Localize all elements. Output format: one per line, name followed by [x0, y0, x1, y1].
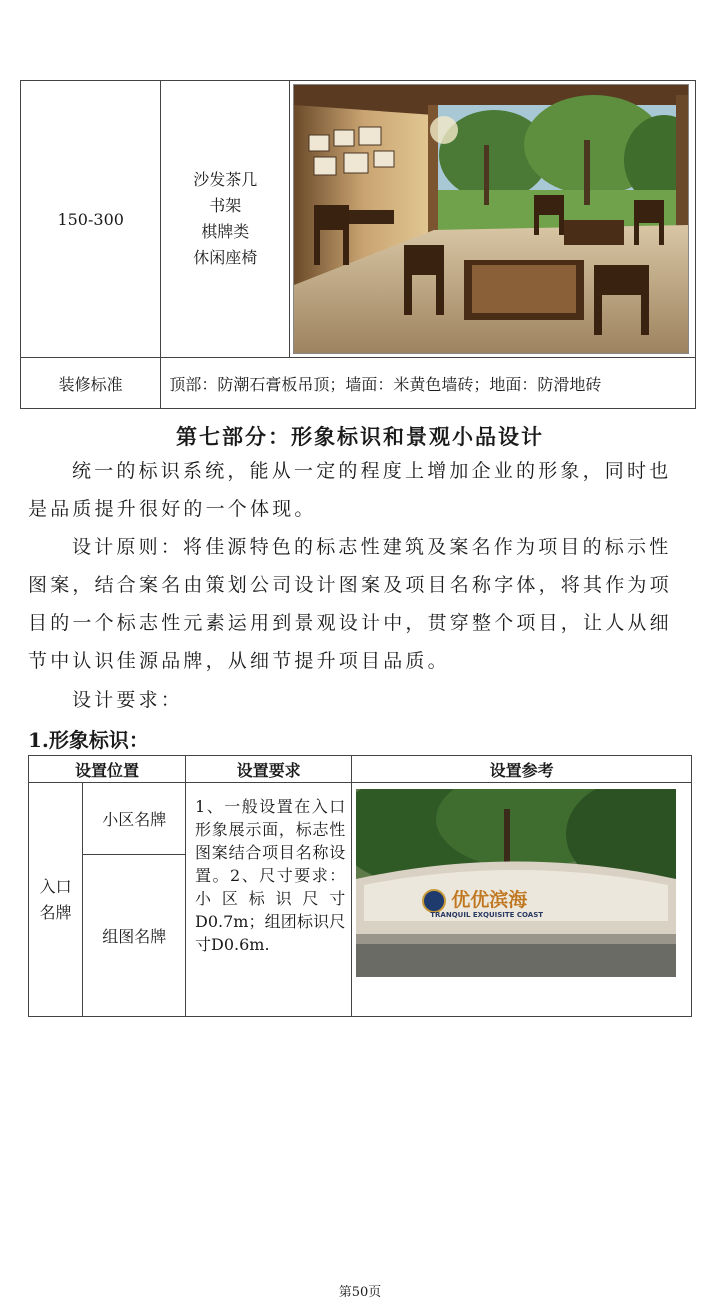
- sign-subtext: TRANQUIL EXQUISITE COAST: [430, 911, 544, 919]
- header-location: 设置位置: [29, 756, 186, 783]
- reference-photo-cell: [352, 783, 692, 1017]
- requirements-cell: 1、一般设置在入口形象展示面，标志性图案结合项目名称设置。2、尺寸要求：小区标识尺寸D0.7m；组团标识尺寸D0.6m.: [186, 783, 352, 1017]
- lounge-photo-cell: [290, 81, 696, 358]
- furniture-item: 休闲座椅: [193, 248, 258, 267]
- sign-text: 优优滨海: [451, 889, 528, 911]
- decor-standard-label: 装修标准: [21, 358, 161, 409]
- signage-table: [28, 755, 692, 1017]
- subsection-title: 1.形象标识：: [28, 728, 149, 752]
- header-requirements: 设置要求: [186, 756, 352, 783]
- lounge-photo: [293, 84, 689, 354]
- decor-standard-text: 顶部：防潮石膏板吊顶；墙面：米黄色墙砖；地面：防滑地砖: [161, 358, 696, 409]
- furniture-item: 棋牌类: [201, 222, 250, 241]
- section-title: 第七部分：形象标识和景观小品设计: [176, 424, 544, 449]
- header-reference: 设置参考: [352, 756, 692, 783]
- entry-sign-label: 入口名牌: [29, 783, 83, 1017]
- paragraph: 设计要求：: [72, 689, 184, 711]
- group-sign-cell: 组图名牌: [83, 855, 186, 1017]
- community-sign-cell: 小区名牌: [83, 783, 186, 855]
- paragraph: 统一的标识系统，能从一定的程度上增加企业的形象，同时也是品质提升很好的一个体现。: [28, 460, 672, 520]
- entrance-sign-photo: [356, 789, 676, 977]
- furniture-item: 沙发茶几: [193, 170, 258, 189]
- furnishing-table: [20, 80, 696, 409]
- furniture-items-cell: [161, 81, 290, 358]
- page-number: 第50页: [338, 1285, 382, 1300]
- paragraph: 设计原则：将佳源特色的标志性建筑及案名作为项目的标示性图案，结合案名由策划公司设计图案及项目名称字体，将其作为项目的一个标志性元素运用到景观设计中，贯穿整个项目，让人从细节中认识佳源品牌，从细节提升项目品质。: [28, 536, 672, 672]
- furniture-item: 书架: [209, 196, 242, 215]
- area-range-cell: 150-300: [21, 81, 161, 358]
